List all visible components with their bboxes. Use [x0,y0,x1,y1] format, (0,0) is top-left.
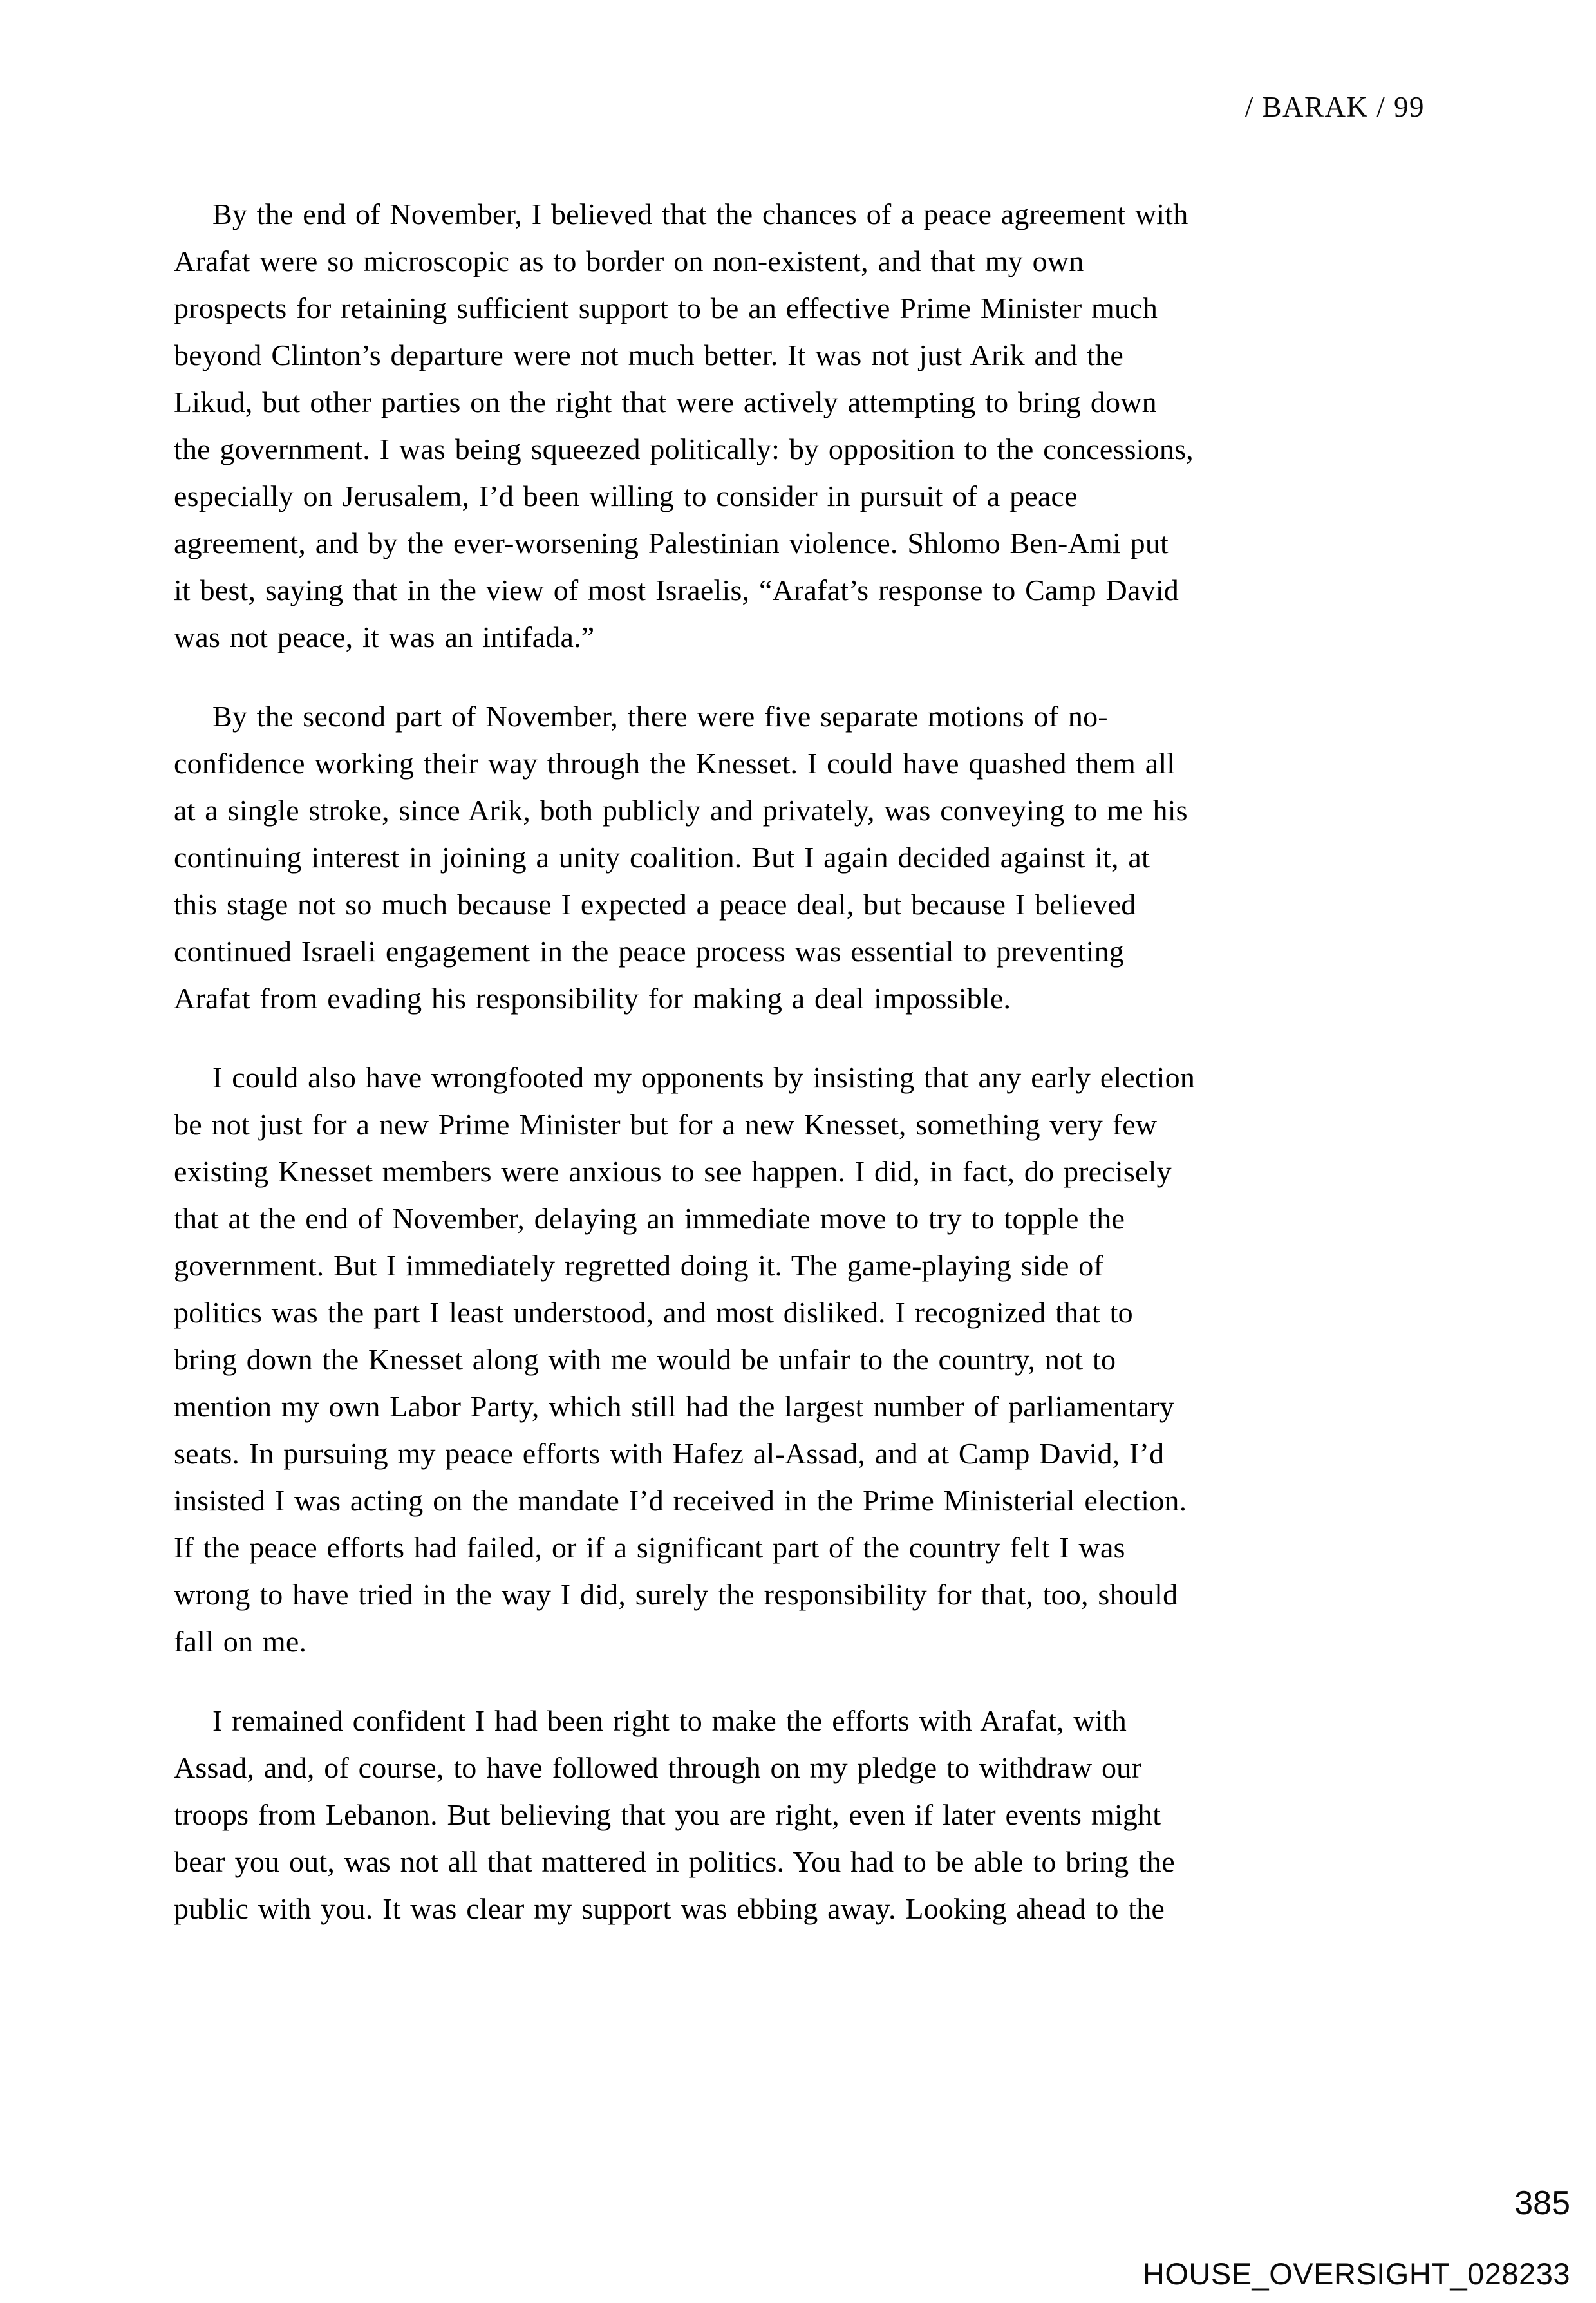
text-line: I remained confident I had been right to make the efforts with Arafat, with [212,1704,1127,1737]
text-line: was not peace, it was an intifada.” [174,621,595,653]
text-line: that at the end of November, delaying an immediate move to try to topple the [174,1202,1125,1235]
bates-stamp: HOUSE_OVERSIGHT_028233 [1142,2257,1570,2291]
paragraph [174,191,1195,661]
text-line: continuing interest in joining a unity coalition. But I again decided against it, at [174,841,1150,874]
paragraph [174,1054,1195,1665]
text-line: If the peace efforts had failed, or if a significant part of the country felt I was [174,1531,1125,1564]
text-line: bring down the Knesset along with me would be unfair to the country, not to [174,1343,1116,1376]
text-line: insisted I was acting on the mandate I’d received in the Prime Ministerial election. [174,1484,1187,1517]
running-header: / BARAK / 99 [1244,91,1425,123]
text-line: I could also have wrongfooted my opponents by insisting that any early election [212,1061,1196,1094]
page-number: 385 [1514,2185,1570,2222]
paragraph [174,1697,1195,1932]
text-line: seats. In pursuing my peace efforts with Hafez al-Assad, and at Camp David, I’d [174,1437,1165,1470]
text-line: confidence working their way through the Knesset. I could have quashed them all [174,747,1176,780]
text-line: public with you. It was clear my support was ebbing away. Looking ahead to the [174,1892,1165,1925]
paragraph [174,693,1195,1022]
text-line: agreement, and by the ever-worsening Palestinian violence. Shlomo Ben-Ami put [174,527,1169,559]
text-line: it best, saying that in the view of most Israelis, “Arafat’s response to Camp David [174,574,1179,606]
text-line: troops from Lebanon. But believing that you are right, even if later events might [174,1798,1161,1831]
text-line: especially on Jerusalem, I’d been willing to consider in pursuit of a peace [174,480,1078,512]
text-line: existing Knesset members were anxious to see happen. I did, in fact, do precisely [174,1155,1172,1188]
text-line: be not just for a new Prime Minister but for a new Knesset, something very few [174,1108,1158,1141]
text-line: wrong to have tried in the way I did, surely the responsibility for that, too, should [174,1578,1178,1611]
text-line: politics was the part I least understood, and most disliked. I recognized that to [174,1296,1133,1329]
text-line: Arafat from evading his responsibility for making a deal impossible. [174,982,1011,1015]
page-body [174,191,1195,1964]
text-line: bear you out, was not all that mattered in politics. You had to be able to bring the [174,1845,1175,1878]
text-line: By the second part of November, there were five separate motions of no- [212,700,1108,733]
text-line: beyond Clinton’s departure were not much better. It was not just Arik and the [174,339,1123,371]
text-line: By the end of November, I believed that the chances of a peace agreement with [212,198,1188,230]
text-line: this stage not so much because I expected a peace deal, but because I believed [174,888,1136,921]
text-line: government. But I immediately regretted doing it. The game-playing side of [174,1249,1104,1282]
text-line: continued Israeli engagement in the peace process was essential to preventing [174,935,1124,968]
text-line: at a single stroke, since Arik, both publicly and privately, was conveying to me his [174,794,1188,827]
text-line: fall on me. [174,1625,307,1658]
text-line: Likud, but other parties on the right that were actively attempting to bring down [174,386,1157,418]
text-line: mention my own Labor Party, which still had the largest number of parliamentary [174,1390,1175,1423]
text-line: Arafat were so microscopic as to border on non-existent, and that my own [174,245,1084,277]
text-line: prospects for retaining sufficient support to be an effective Prime Minister much [174,292,1158,324]
text-line: Assad, and, of course, to have followed through on my pledge to withdraw our [174,1751,1141,1784]
text-line: the government. I was being squeezed politically: by opposition to the concessions, [174,433,1194,465]
